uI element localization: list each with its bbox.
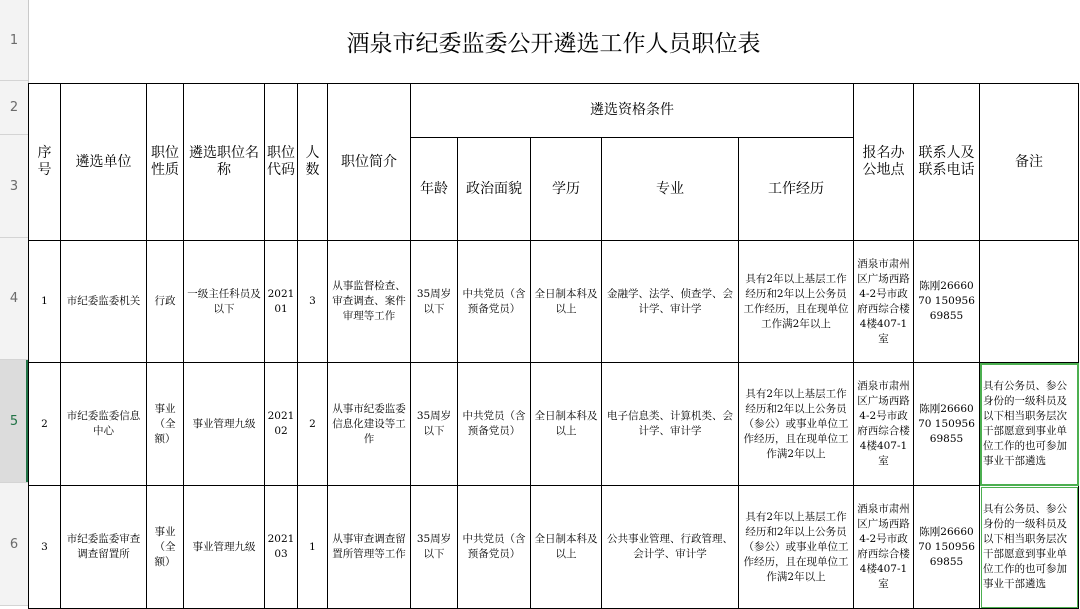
cell-position[interactable]: 事业管理九级 — [184, 486, 265, 609]
cell-intro[interactable]: 从事监督检查、审查调查、案件审理等工作 — [328, 241, 411, 363]
row-header-1[interactable]: 1 — [0, 0, 28, 81]
cell-intro[interactable]: 从事市纪委监委信息化建设等工作 — [328, 363, 411, 486]
cell-major[interactable]: 公共事业管理、行政管理、会计学、审计学 — [602, 486, 739, 609]
position-table — [28, 0, 1079, 609]
cell-code[interactable]: 202101 — [265, 241, 298, 363]
cell-contact[interactable]: 陈刚2666070 15095669855 — [914, 486, 980, 609]
header-count[interactable]: 人数 — [298, 84, 328, 241]
row-header-2[interactable]: 2 — [0, 81, 28, 135]
cell-count[interactable]: 2 — [298, 363, 328, 486]
header-seq[interactable]: 序号 — [29, 84, 61, 241]
header-qualifications[interactable]: 遴选资格条件 — [411, 84, 854, 138]
cell-seq[interactable]: 3 — [29, 486, 61, 609]
cell-age[interactable]: 35周岁以下 — [411, 363, 458, 486]
header-remark[interactable]: 备注 — [980, 84, 1079, 241]
cell-location[interactable]: 酒泉市肃州区广场西路4-2号市政府西综合楼4楼407-1室 — [854, 241, 914, 363]
row-header-column — [0, 0, 29, 606]
cell-contact[interactable]: 陈刚2666070 15095669855 — [914, 363, 980, 486]
header-political[interactable]: 政治面貌 — [458, 138, 531, 241]
cell-education[interactable]: 全日制本科及以上 — [531, 486, 602, 609]
cell-count[interactable]: 3 — [298, 241, 328, 363]
cell-seq[interactable]: 1 — [29, 241, 61, 363]
header-nature[interactable]: 职位性质 — [147, 84, 184, 241]
header-location[interactable]: 报名办公地点 — [854, 84, 914, 241]
cell-major[interactable]: 电子信息类、计算机类、会计学、审计学 — [602, 363, 739, 486]
cell-political[interactable]: 中共党员（含预备党员） — [458, 486, 531, 609]
header-age[interactable]: 年龄 — [411, 138, 458, 241]
cell-unit[interactable]: 市纪委监委审查调查留置所 — [61, 486, 147, 609]
table-row — [29, 363, 1079, 486]
header-position[interactable]: 遴选职位名称 — [184, 84, 265, 241]
cell-nature[interactable]: 事业（全额） — [147, 363, 184, 486]
cell-location[interactable]: 酒泉市肃州区广场西路4-2号市政府西综合楼4楼407-1室 — [854, 486, 914, 609]
cell-code[interactable]: 202103 — [265, 486, 298, 609]
header-intro[interactable]: 职位简介 — [328, 84, 411, 241]
header-code[interactable]: 职位代码 — [265, 84, 298, 241]
table-row — [29, 241, 1079, 363]
table-row — [29, 486, 1079, 609]
cell-remark[interactable]: 具有公务员、参公身份的一级科员及以下相当职务层次干部愿意到事业单位工作的也可参加事业干部遴选 — [980, 486, 1079, 609]
cell-education[interactable]: 全日制本科及以上 — [531, 241, 602, 363]
header-unit[interactable]: 遴选单位 — [61, 84, 147, 241]
cell-experience[interactable]: 具有2年以上基层工作经历和2年以上公务员工作经历，且在现单位工作满2年以上 — [739, 241, 854, 363]
cell-remark[interactable] — [980, 241, 1079, 363]
cell-seq[interactable]: 2 — [29, 363, 61, 486]
cell-education[interactable]: 全日制本科及以上 — [531, 363, 602, 486]
cell-code[interactable]: 202102 — [265, 363, 298, 486]
cell-experience[interactable]: 具有2年以上基层工作经历和2年以上公务员（参公）或事业单位工作经历，且在现单位工作满2年以上 — [739, 363, 854, 486]
header-experience[interactable]: 工作经历 — [739, 138, 854, 241]
cell-contact[interactable]: 陈刚2666070 15095669855 — [914, 241, 980, 363]
cell-age[interactable]: 35周岁以下 — [411, 241, 458, 363]
cell-position[interactable]: 事业管理九级 — [184, 363, 265, 486]
cell-count[interactable]: 1 — [298, 486, 328, 609]
cell-political[interactable]: 中共党员（含预备党员） — [458, 363, 531, 486]
page-title[interactable]: 酒泉市纪委监委公开遴选工作人员职位表 — [346, 31, 761, 57]
cell-major[interactable]: 金融学、法学、侦查学、会计学、审计学 — [602, 241, 739, 363]
cell-remark-selected[interactable]: 具有公务员、参公身份的一级科员及以下相当职务层次干部愿意到事业单位工作的也可参加事业干部遴选 — [980, 363, 1079, 486]
cell-unit[interactable]: 市纪委监委机关 — [61, 241, 147, 363]
cell-unit[interactable]: 市纪委监委信息中心 — [61, 363, 147, 486]
cell-political[interactable]: 中共党员（含预备党员） — [458, 241, 531, 363]
cell-location[interactable]: 酒泉市肃州区广场西路4-2号市政府西综合楼4楼407-1室 — [854, 363, 914, 486]
row-header-5[interactable]: 5 — [0, 360, 28, 483]
row-header-6[interactable]: 6 — [0, 483, 28, 606]
row-header-4[interactable]: 4 — [0, 238, 28, 360]
cell-age[interactable]: 35周岁以下 — [411, 486, 458, 609]
header-education[interactable]: 学历 — [531, 138, 602, 241]
cell-intro[interactable]: 从事审查调查留置所管理等工作 — [328, 486, 411, 609]
cell-experience[interactable]: 具有2年以上基层工作经历和2年以上公务员（参公）或事业单位工作经历，且在现单位工作满2年以上 — [739, 486, 854, 609]
header-contact[interactable]: 联系人及联系电话 — [914, 84, 980, 241]
cell-nature[interactable]: 行政 — [147, 241, 184, 363]
header-major[interactable]: 专业 — [602, 138, 739, 241]
row-header-3[interactable]: 3 — [0, 135, 28, 238]
cell-nature[interactable]: 事业（全额） — [147, 486, 184, 609]
cell-position[interactable]: 一级主任科员及以下 — [184, 241, 265, 363]
